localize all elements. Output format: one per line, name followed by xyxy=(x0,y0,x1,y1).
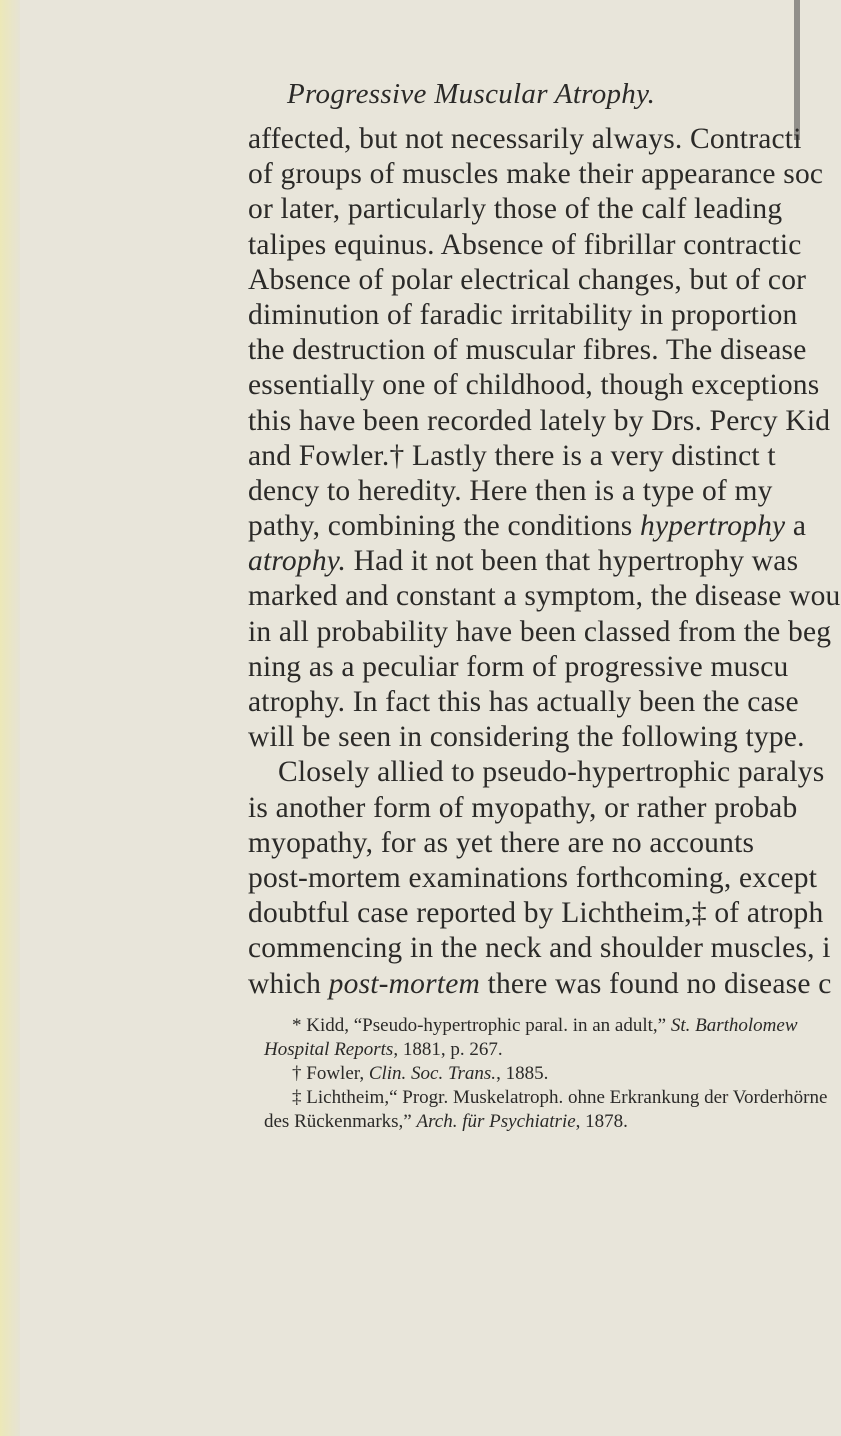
body-line: will be seen in considering the following type. xyxy=(248,721,805,754)
body-line: doubtful case reported by Lichtheim,‡ of atroph xyxy=(248,897,824,930)
body-line: and Fowler.† Lastly there is a very distinct t xyxy=(248,439,776,472)
body-line: pathy, combining the conditions hypertrophy a xyxy=(248,510,807,543)
body-line: the destruction of muscular fibres. The disease xyxy=(248,334,807,367)
body-line: post-mortem examinations forthcoming, except xyxy=(248,861,818,894)
page-edge xyxy=(0,0,20,1436)
body-line: or later, particularly those of the calf leading xyxy=(248,193,783,226)
body-line: atrophy. Had it not been that hypertrophy was xyxy=(248,545,799,578)
body-line: Absence of polar electrical changes, but of cor xyxy=(248,263,807,296)
body-line: in all probability have been classed from the beg xyxy=(248,615,832,648)
body-line: talipes equinus. Absence of fibrillar contractic xyxy=(248,228,802,261)
footnote-3-line-1: ‡ Lichtheim,“ Progr. Muskelatroph. ohne Erkrankung der Vorderhörne xyxy=(292,1087,828,1108)
footnote-1-line-1: * Kidd, “Pseudo-hypertrophic paral. in an adult,” St. Bartholomew xyxy=(292,1015,798,1036)
footnote-1-line-2: Hospital Reports, 1881, p. 267. xyxy=(264,1039,503,1060)
body-line: this have been recorded lately by Drs. Percy Kid xyxy=(248,404,831,437)
body-line: which post-mortem there was found no disease c xyxy=(248,967,832,1000)
body-line: commencing in the neck and shoulder muscles, i xyxy=(248,932,831,965)
running-head: Progressive Muscular Atrophy. xyxy=(287,78,656,110)
footnotes xyxy=(264,1014,828,1134)
body-text xyxy=(248,122,841,1002)
body-line: essentially one of childhood, though exceptions xyxy=(248,369,820,402)
body-line: Closely allied to pseudo-hypertrophic paralys xyxy=(278,756,825,789)
body-line: myopathy, for as yet there are no accounts xyxy=(248,826,755,859)
body-line: ning as a peculiar form of progressive muscu xyxy=(248,650,789,683)
body-line: affected, but not necessarily always. Contracti xyxy=(248,123,802,155)
body-line: of groups of muscles make their appearance soc xyxy=(248,158,824,191)
body-line: dency to heredity. Here then is a type of my xyxy=(248,474,773,507)
body-line: is another form of myopathy, or rather probab xyxy=(248,791,798,824)
footnote-2: † Fowler, Clin. Soc. Trans., 1885. xyxy=(292,1063,549,1084)
body-line: marked and constant a symptom, the disease wou xyxy=(248,580,841,613)
page-shadow xyxy=(794,0,800,140)
footnote-3-line-2: des Rückenmarks,” Arch. für Psychiatrie, 1878. xyxy=(264,1111,628,1132)
body-line: diminution of faradic irritability in proportion xyxy=(248,298,798,331)
body-line: atrophy. In fact this has actually been the case xyxy=(248,686,799,718)
